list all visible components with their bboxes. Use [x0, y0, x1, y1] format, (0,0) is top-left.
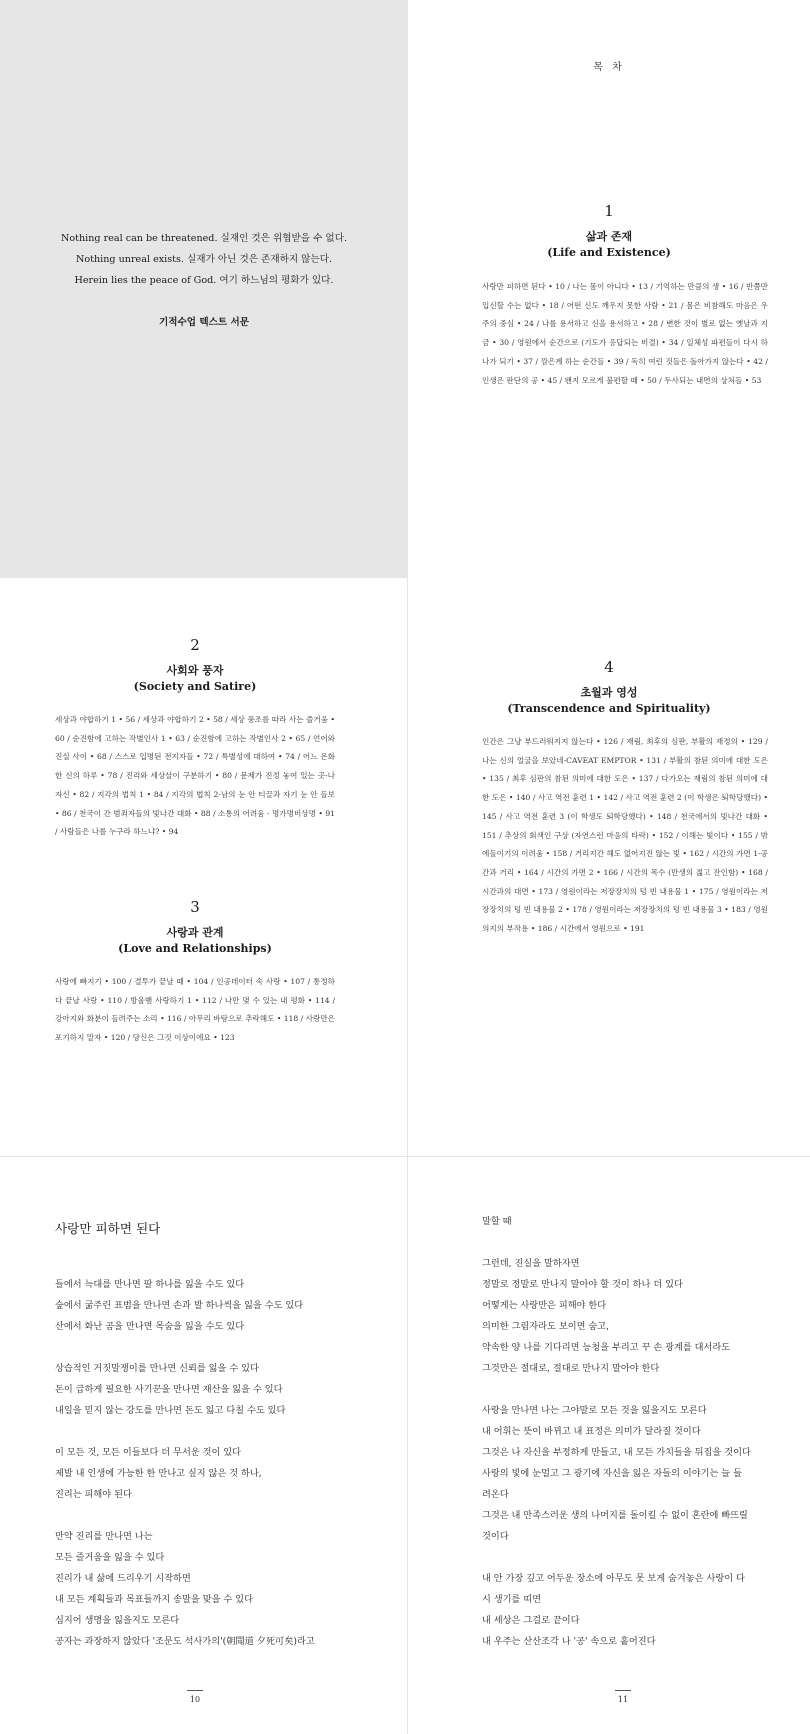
poem-line: 내일을 믿지 않는 강도를 만나면 돈도 잃고 다칠 수도 있다 — [55, 1405, 286, 1416]
poem-line: 이 모든 것, 모든 이들보다 더 무서운 것이 있다 — [55, 1447, 242, 1458]
epigraph-source: 기적수업 텍스트 서문 — [158, 317, 250, 328]
toc-page-1 — [408, 0, 810, 578]
toc-page-2 — [0, 578, 408, 1156]
poem-line: 사랑을 만나면 나는 그야말로 모든 것을 잃을지도 모른다 — [482, 1405, 707, 1416]
chapter-title-ko: 사랑과 관계 — [166, 926, 224, 939]
poem-line: 약속한 양 나를 기다리면 능청을 부리고 꾸 손 광계를 대서라도 — [482, 1342, 731, 1353]
chapter-title-ko: 사회와 풍자 — [166, 664, 224, 677]
poem-line: 어떻게는 사랑만은 피해야 한다 — [482, 1300, 607, 1311]
poem-line: 돈이 급하게 필요한 사기꾼을 만나면 재산을 잃을 수 있다 — [55, 1384, 283, 1395]
chapter-3-entries: 사랑에 빠지기 • 100 / 결투가 끝날 때 • 104 / 인공데이터 속 사랑 • 107 / 통정하다 끝날 사랑 • 110 / 방울뱀 사랑하기 1 • 112 / 나만 몇 수 있는 내 평화 • 114 / 강아지와 화분이 들려주는 소리 • 116 / 아무리 바탕으로 추락해도 • 118 / 사랑만은 포기하지 말자 • 120 / 당신은 그것 이상이에요 • 123 — [55, 977, 335, 1043]
poem-line: 모든 즐거움을 잃을 수 있다 — [55, 1552, 165, 1563]
poem-line: 의미한 그림자라도 보이면 숨고, — [482, 1321, 610, 1332]
poem-line: 사랑의 빛에 눈멀고 그 광기에 자신을 잃은 자들의 이야기는 늘 들 — [482, 1468, 742, 1479]
poem-page-left — [0, 1156, 408, 1734]
chapter-title-ko: 삶과 존재 — [585, 230, 633, 243]
chapter-3-heading — [0, 898, 390, 957]
epigraph-page — [0, 0, 408, 578]
poem-line: 공자는 과장하지 않았다 '조문도 석사가의'(朝聞道 夕死可矣)라고 — [55, 1636, 315, 1647]
chapter-number: 3 — [190, 898, 200, 916]
poem-line: 심지어 생명을 잃을지도 모른다 — [55, 1615, 180, 1626]
poem-line: 그런데, 진실을 말하자면 — [482, 1258, 580, 1269]
chapter-2-heading — [0, 636, 390, 695]
poem-line: 내 세상은 그걸로 끝이다 — [482, 1615, 580, 1626]
chapter-number: 4 — [604, 658, 614, 676]
poem-line: 말할 때 — [482, 1216, 512, 1227]
epigraph-line: Nothing unreal exists. 실재가 아닌 것은 존재하지 않는다. — [75, 254, 333, 265]
poem-line: 시 생기를 띠면 — [482, 1594, 542, 1605]
poem-line: 정말로 정말로 만나지 말아야 할 것이 하나 더 있다 — [482, 1279, 683, 1290]
poem-line: 그것은 내 만족스러운 생의 나머지를 돌이킬 수 없이 혼란에 빠뜨릴 — [482, 1510, 748, 1521]
poem-line: 려온다 — [482, 1489, 509, 1500]
poem-line: 내 안 가장 깊고 어두운 장소에 아무도 못 보게 숨겨놓은 사랑이 다 — [482, 1573, 745, 1584]
poem-line: 것이다 — [482, 1531, 509, 1542]
page-number: 10 — [189, 1695, 201, 1704]
toc-title: 목 차 — [593, 62, 625, 73]
poem-line: 숲에서 굶주린 표범을 만나면 손과 발 하나씩을 잃을 수도 있다 — [55, 1300, 304, 1311]
chapter-2-entries: 세상과 야합하기 1 • 56 / 세상과 야합하기 2 • 58 / 세상 풍조를 따라 사는 즐거움 • 60 / 순진함에 고하는 작별인사 1 • 63 / 순진함에 고하는 작별인사 2 • 65 / 언어와 진실 사이 • 68 / 스스로 입명된 전지자들 • 72 / 특별성에 대하여 • 74 / 어느 온화한 신의 하루 • 78 / 진리와 세상살이 구분하기 • 80 / 문제가 진정 놓여 있는 곳-나 자신 • 82 / 지각의 법칙 1 • 84 / 지각의 법칙 2-남의 눈 안 티끌과 자기 눈 안 들보 • 86 / 천국이 간 범죄자들의 빛나간 대화 • 88 / 소통의 어려움 - 명가명비상명 • 91 / 사람들은 나를 누구라 하느냐? • 94 — [55, 715, 335, 837]
poem-line: 그것만은 절대로, 절대로 만나지 말아야 한다 — [482, 1363, 660, 1374]
poem-line: 산에서 화난 곰을 만나면 목숨을 잃을 수도 있다 — [55, 1321, 245, 1332]
epigraph-line: Herein lies the peace of God. 여기 하느님의 평화가 있다. — [74, 275, 334, 286]
poem-line: 내 우주는 산산조각 나 '공' 속으로 흩어진다 — [482, 1636, 656, 1647]
toc-page-3 — [408, 578, 810, 1156]
poem-line: 내 어휘는 뜻이 바뀌고 내 표정은 의미가 달라질 것이다 — [482, 1426, 701, 1437]
poem-line: 그것은 나 자신을 부정하게 만들고, 내 모든 가치들을 뒤집을 것이다 — [482, 1447, 751, 1458]
epigraph-line: Nothing real can be threatened. 실재인 것은 위협받을 수 없다. — [60, 233, 348, 244]
chapter-title-en: (Life and Existence) — [547, 246, 671, 259]
chapter-title-ko: 초월과 영성 — [580, 686, 638, 699]
poem-line: 진리가 내 삶에 드리우기 시작하면 — [55, 1573, 191, 1584]
poem-line: 제발 내 인생에 가능한 한 만나고 싶지 않은 것 하나, — [55, 1468, 262, 1479]
poem-body — [482, 1211, 751, 1652]
chapter-number: 1 — [604, 202, 614, 220]
poem-line: 상습적인 거짓말쟁이를 만나면 신뢰를 잃을 수 있다 — [55, 1363, 259, 1374]
chapter-4-entries: 인간은 그냥 부드러워지지 않는다 • 126 / 재림, 최후의 심판, 부활의 재정의 • 129 / 나는 신의 얼굴을 보았네-CAVEAT EMPTOR • 131 / 부활의 참된 의미에 대한 도은 • 135 / 최후 심판의 참된 의미에 대한 도은 • 137 / 다가오는 재림의 참된 의미에 대한 도은 • 140 / 사고 역전 훈련 1 • 142 / 사고 역전 훈련 2 (이 학생은 퇴학당했다) • 145 / 사고 역전 훈련 3 (이 학생도 퇴학당했다) • 148 / 천국에서의 빛나간 대화 • 151 / 추상의 회색인 구상 (자연스런 마음의 타락) • 152 / 이해는 빛이다 • 155 / 밖에들이기의 이려움 • 158 / 거리지간 해도 없어지진 않는 빛 • 162 / 시간의 가면 1-공간과 거리 • 164 / 시간의 가면 2 • 166 / 시간의 목수 (만생의 젊고 잔인함) • 168 / 시간과의 대면 • 173 / 영원이라는 저장장치의 텅 빈 내용물 1 • 175 / 영원이라는 저장장치의 텅 빈 내용물 2 • 178 / 영원이라는 저장장치의 텅 빈 내용물 3 • 183 / 영원 의지의 부작용 • 186 / 시간에서 영원으로 • 191 — [482, 737, 768, 934]
chapter-1-heading — [408, 202, 810, 261]
page-number: 11 — [617, 1695, 629, 1704]
poem-line: 내 모든 계획들과 목표들까지 송말을 맞을 수 있다 — [55, 1594, 253, 1605]
poem-page-right — [408, 1156, 810, 1734]
chapter-title-en: (Transcendence and Spirituality) — [507, 702, 711, 715]
page-number-rule — [615, 1690, 631, 1691]
chapter-number: 2 — [190, 636, 200, 654]
page-number-rule — [187, 1690, 203, 1691]
poem-line: 들에서 늑대를 만나면 팔 하나를 잃을 수도 있다 — [55, 1279, 245, 1290]
chapter-4-heading — [408, 658, 810, 717]
chapter-title-en: (Society and Satire) — [133, 680, 257, 693]
poem-line: 진리는 피해야 된다 — [55, 1489, 132, 1500]
page-title: 사랑만 피하면 된다 — [55, 1221, 161, 1236]
chapter-1-entries: 사랑만 피하면 된다 • 10 / 나는 몸이 아니다 • 13 / 기억하는 만큼의 생 • 16 / 반쯤만 입신할 수는 없다 • 18 / 어떤 신도 깨우지 못한 사람 • 21 / 몸은 비참해도 마음은 우주의 중심 • 24 / 나를 용서하고 신을 용서하고 • 28 / 변한 것이 별로 없는 옛날과 지금 • 30 / 영원에서 순간으로 (기도가 응답되는 비결) • 34 / 일체성 파편들이 다시 하나가 되기 • 37 / 깜은계 하는 순간들 • 39 / 독히 여린 것들은 돌아가지 않는다 • 42 / 인생은 판단의 공 • 45 / 왠지 모르게 불편할 때 • 50 / 두사되는 내면의 상처들 • 53 — [482, 282, 768, 385]
poem-body — [55, 1274, 315, 1652]
epigraph-lines — [0, 228, 408, 291]
poem-line: 만약 진리를 만나면 나는 — [55, 1531, 153, 1542]
chapter-title-en: (Love and Relationships) — [118, 942, 272, 955]
